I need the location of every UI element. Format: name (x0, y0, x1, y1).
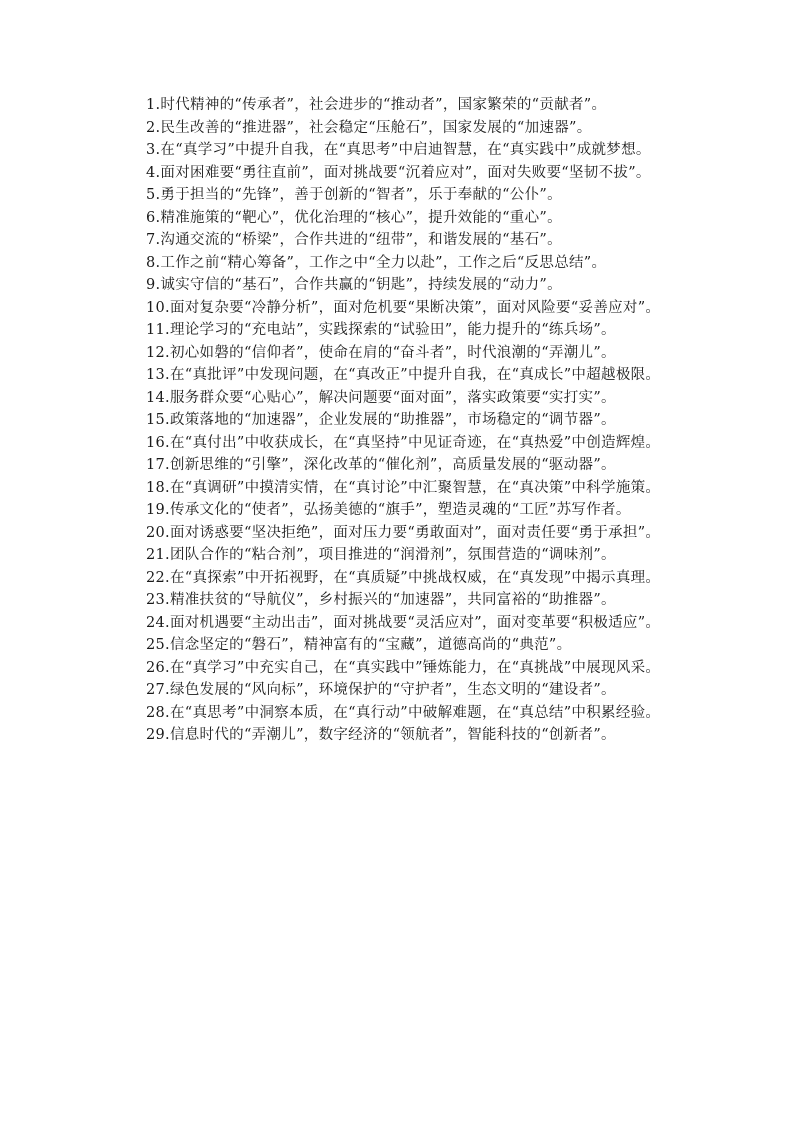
paragraph: 21.团队合作的“粘合剂”，项目推进的“润滑剂”，氛围营造的“调味剂”。 (146, 547, 616, 563)
paragraph: 3.在“真学习”中提升自我，在“真思考”中启迪智慧，在“真实践中”成就梦想。 (146, 142, 651, 158)
paragraph: 20.面对诱惑要“坚决拒绝”，面对压力要“勇敢面对”，面对责任要“勇于承担”。 (146, 524, 661, 541)
paragraph: 2.民生改善的“推进器”，社会稳定“压舱石”，国家发展的“加速器”。 (146, 119, 592, 136)
paragraph: 25.信念坚定的“磐石”，精神富有的“宝藏”，道德高尚的“典范”。 (146, 637, 572, 653)
paragraph: 12.初心如磐的“信仰者”，使命在肩的“奋斗者”，时代浪潮的“弄潮儿”。 (146, 344, 616, 361)
paragraph: 10.面对复杂要“冷静分析”，面对危机要“果断决策”，面对风险要“妥善应对”。 (146, 299, 661, 316)
paragraph: 26.在“真学习”中充实自己，在“真实践中”锤炼能力，在“真挑战”中展现风采。 (146, 659, 661, 676)
paragraph: 16.在“真付出”中收获成长，在“真坚持”中见证奇迹，在“真热爱”中创造辉煌。 (146, 434, 661, 451)
paragraph: 19.传承文化的“使者”，弘扬美德的“旗手”，塑造灵魂的“工匠”苏写作者。 (146, 502, 631, 518)
document-body (117, 94, 676, 747)
paragraph: 29.信息时代的“弄潮儿”，数字经济的“领航者”，智能科技的“创新者”。 (146, 727, 616, 743)
paragraph: 17.创新思维的“引擎”，深化改革的“催化剂”，高质量发展的“驱动器”。 (146, 457, 616, 473)
paragraph: 4.面对困难要“勇往直前”，面对挑战要“沉着应对”，面对失败要“坚韧不拔”。 (146, 164, 651, 181)
paragraph: 9.诚实守信的“基石”，合作共赢的“钥匙”，持续发展的“动力”。 (146, 277, 562, 293)
paragraph: 24.面对机遇要“主动出击”，面对挑战要“灵活应对”，面对变革要“积极适应”。 (146, 614, 661, 631)
paragraph: 1.时代精神的“传承者”，社会进步的“推动者”，国家繁荣的“贡献者”。 (146, 97, 607, 113)
paragraph: 8.工作之前“精心筹备”，工作之中“全力以赴”，工作之后“反思总结”。 (146, 254, 607, 271)
paragraph: 18.在“真调研”中摸清实情，在“真讨论”中汇聚智慧，在“真决策”中科学施策。 (146, 479, 661, 496)
paragraph: 28.在“真思考”中洞察本质，在“真行动”中破解难题，在“真总结”中积累经验。 (146, 704, 661, 721)
paragraph: 13.在“真批评”中发现问题，在“真改正”中提升自我，在“真成长”中超越极限。 (146, 367, 661, 383)
paragraph: 23.精准扶贫的“导航仪”，乡村振兴的“加速器”，共同富裕的“助推器”。 (146, 592, 616, 608)
paragraph: 7.沟通交流的“桥梁”，合作共进的“纽带”，和谐发展的“基石”。 (146, 232, 562, 248)
paragraph: 27.绿色发展的“风向标”，环境保护的“守护者”，生态文明的“建设者”。 (146, 682, 616, 698)
paragraph: 6.精准施策的“靶心”，优化治理的“核心”，提升效能的“重心”。 (146, 209, 562, 226)
paragraph: 15.政策落地的“加速器”，企业发展的“助推器”，市场稳定的“调节器”。 (146, 412, 616, 428)
paragraph: 5.勇于担当的“先锋”，善于创新的“智者”，乐于奉献的“公仆”。 (146, 187, 562, 203)
paragraph: 11.理论学习的“充电站”，实践探索的“试验田”，能力提升的“练兵场”。 (146, 322, 616, 338)
paragraph: 22.在“真探索”中开拓视野，在“真质疑”中挑战权威，在“真发现”中揭示真理。 (146, 569, 661, 586)
paragraph: 14.服务群众要“心贴心”，解决问题要“面对面”，落实政策要“实打实”。 (146, 389, 616, 406)
